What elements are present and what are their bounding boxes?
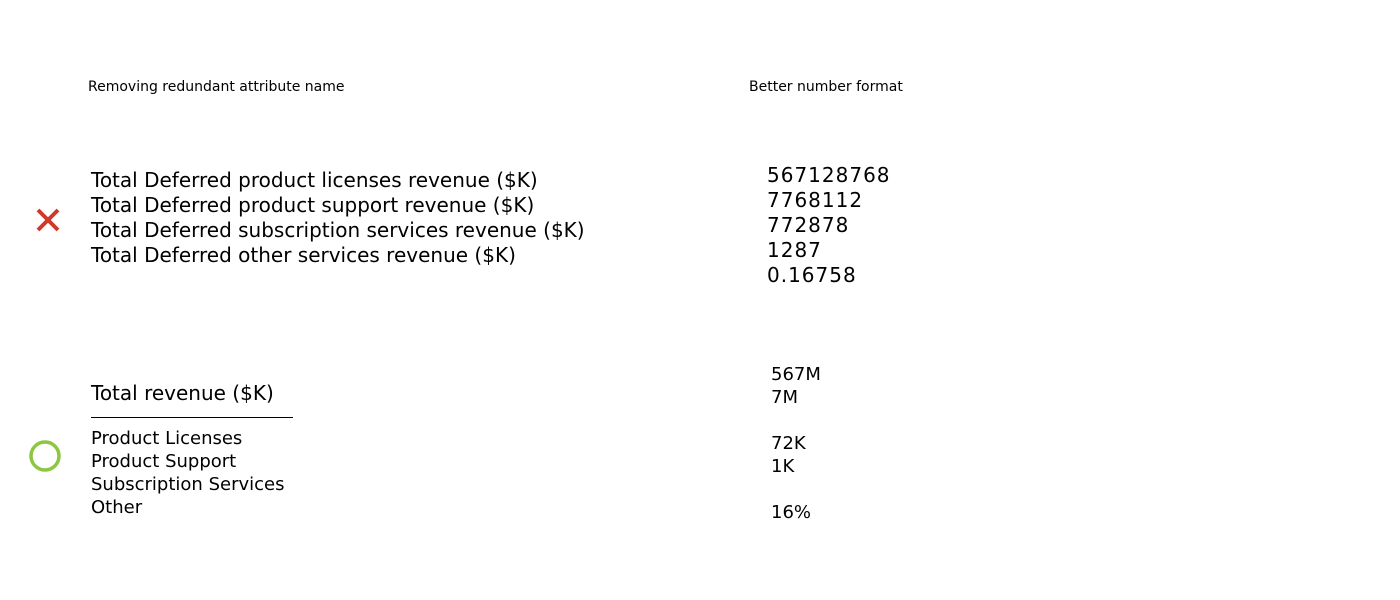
good-value: 7M [771,387,798,408]
heading-removing-redundant-attribute-name: Removing redundant attribute name [88,79,345,95]
bad-value: 1287 [767,238,822,262]
good-value: 567M [771,364,821,385]
red-x-stroke [38,210,58,230]
good-label: Subscription Services [91,474,285,495]
bad-value: 772878 [767,213,850,237]
good-value: 1K [771,456,795,477]
good-value: 72K [771,433,806,454]
bad-label: Total Deferred product support revenue ($K) [91,193,535,217]
bad-label: Total Deferred other services revenue ($K) [91,243,516,267]
bad-label: Total Deferred product licenses revenue ($K) [91,168,538,192]
good-label-list [91,427,284,519]
bad-label: Total Deferred subscription services revenue ($K) [91,218,585,242]
bad-value-list [767,163,891,288]
bad-value: 0.16758 [767,263,857,287]
bad-value: 567128768 [767,163,891,187]
green-circle-icon [29,440,61,472]
green-circle-ring [31,442,59,470]
heading-better-number-format: Better number format [749,79,903,95]
good-title: Total revenue ($K) [91,381,274,405]
good-value: 16% [771,502,812,523]
bad-value: 7768112 [767,188,864,212]
good-label: Product Support [91,451,237,472]
bad-label-list [91,168,585,268]
good-title-divider [91,417,293,418]
good-label: Other [91,497,143,518]
good-label: Product Licenses [91,428,243,449]
red-x-icon [35,207,61,233]
